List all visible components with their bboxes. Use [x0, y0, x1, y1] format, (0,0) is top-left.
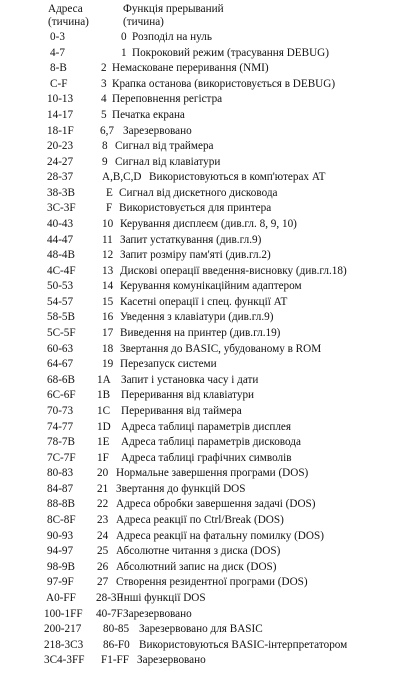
row-description: Переповнення регістра — [112, 93, 223, 106]
row-description: Використовуються в комп'ютерах AT — [149, 171, 326, 184]
table-row — [0, 31, 417, 45]
table-row — [0, 327, 417, 341]
row-description: Використовуються BASIC-інтерпретатором — [139, 638, 348, 651]
row-address: 58-5B — [47, 311, 75, 324]
row-vector: 10 — [102, 218, 114, 230]
header-function: Функція прерываний — [123, 3, 224, 15]
row-vector: 19 — [102, 358, 114, 371]
row-description: Створення резидентної програми (DOS) — [116, 576, 308, 589]
row-address: 68-6B — [47, 373, 75, 386]
row-vector: 1C — [97, 404, 111, 417]
row-vector: 0 — [121, 31, 127, 43]
row-vector: 14 — [102, 280, 114, 293]
row-vector: 1E — [97, 436, 110, 449]
table-row — [0, 405, 417, 419]
row-description: Крапка останова (використовується в DEBUG) — [112, 77, 336, 90]
table-row — [0, 358, 417, 372]
row-address: 74-77 — [47, 420, 74, 433]
row-address: 18-1F — [47, 124, 74, 137]
row-description: Переривання від клавіатури — [121, 389, 255, 402]
table-row — [0, 47, 417, 61]
row-description: Виведення на принтер (див.гл.19) — [120, 327, 281, 339]
table-row — [0, 187, 417, 201]
row-address: 200-217 — [44, 623, 82, 635]
row-vector: A,B,C,D — [102, 171, 142, 184]
row-vector: 3 — [101, 77, 107, 90]
row-address: 54-57 — [47, 295, 74, 308]
row-vector: 16 — [102, 311, 114, 324]
table-row — [0, 296, 417, 310]
row-vector: 23 — [97, 514, 109, 526]
row-description: Дискові операції введення-висновку (див.гл.18) — [120, 264, 347, 277]
row-description: Адреса таблиці параметрів дисковода — [121, 436, 301, 449]
row-vector: 8 — [102, 140, 108, 153]
row-address: 10-13 — [47, 93, 74, 106]
row-address: 44-47 — [47, 233, 74, 246]
row-description: Абсолютний запис на диск (DOS) — [116, 560, 277, 573]
row-address: 84-87 — [47, 482, 74, 495]
table-row — [0, 498, 417, 512]
row-address: 97-9F — [47, 576, 74, 589]
row-address: 98-9B — [47, 560, 75, 573]
row-vector: E — [106, 186, 113, 199]
row-description: Сигнал від траймера — [115, 140, 214, 153]
row-vector: 28-3F — [96, 591, 123, 604]
table-row — [0, 514, 417, 528]
table-row — [0, 467, 417, 481]
table-row — [0, 280, 417, 294]
row-description: Адреса реакції по Ctrl/Break (DOS) — [116, 514, 284, 526]
table-row — [0, 78, 417, 92]
row-description: Сигнал від дискетного дисковода — [119, 186, 278, 199]
row-vector: F1-FF — [101, 654, 129, 667]
row-vector: 80-85 — [103, 623, 130, 635]
row-address: 5C-5F — [47, 327, 76, 339]
table-row — [0, 576, 417, 590]
table-row — [0, 311, 417, 325]
table-row — [0, 592, 417, 606]
row-description: Зарезервовано — [123, 607, 192, 620]
table-row — [0, 62, 417, 76]
row-description: Зарезервовано — [123, 124, 192, 137]
row-vector: 6,7 — [100, 124, 114, 137]
table-row — [0, 171, 417, 185]
row-address: 94-97 — [47, 545, 74, 558]
row-vector: 4 — [101, 93, 107, 106]
row-description: Нормальне завершення програми (DOS) — [116, 467, 309, 480]
row-description: Адреса таблиці параметрів дисплея — [121, 420, 292, 433]
row-address: 8C-8F — [47, 514, 76, 526]
row-vector: F — [106, 202, 113, 215]
row-vector: 1D — [97, 420, 111, 433]
table-row — [0, 436, 417, 450]
row-address: 24-27 — [47, 155, 74, 168]
row-description: Розподіл на нуль — [132, 31, 212, 43]
row-address: 100-1FF — [44, 607, 83, 620]
row-vector: 13 — [102, 264, 114, 277]
row-address: 48-4B — [47, 249, 75, 262]
row-address: 218-3C3 — [44, 638, 84, 651]
row-description: Абсолютне читання з диска (DOS) — [116, 545, 281, 558]
row-address: 20-23 — [47, 140, 74, 153]
table-row — [0, 202, 417, 216]
row-description: Перезапуск системи — [120, 358, 217, 371]
row-description: Запит розміру пам'яті (див.гл.2) — [120, 249, 271, 262]
row-vector: 26 — [97, 560, 109, 573]
row-address: 80-83 — [47, 467, 74, 480]
row-vector: 27 — [97, 576, 109, 589]
row-address: 64-67 — [47, 358, 74, 371]
row-vector: 40-7F — [96, 607, 123, 620]
table-row — [0, 483, 417, 497]
row-description: Печатка екрана — [112, 108, 185, 121]
row-vector: 21 — [97, 482, 109, 495]
table-row — [0, 140, 417, 154]
header-address-unit: (тичина) — [48, 16, 89, 28]
row-address: 6C-6F — [47, 389, 76, 402]
row-description: Запит і установка часу і дати — [121, 373, 259, 386]
table-row — [0, 654, 417, 668]
row-address: A0-FF — [46, 591, 76, 604]
table-row — [0, 421, 417, 435]
row-address: 50-53 — [47, 280, 74, 293]
row-description: Зарезервовано для BASIC — [139, 623, 263, 635]
row-address: 8-B — [50, 62, 67, 75]
row-description: Керування комунікаційним адаптером — [120, 280, 302, 293]
row-vector: 2 — [101, 62, 107, 75]
table-row — [0, 109, 417, 123]
row-description: Уведення з клавіатури (див.гл.9) — [120, 311, 274, 324]
row-address: 3C4-3FF — [44, 654, 85, 667]
row-vector: 11 — [102, 233, 113, 246]
table-row — [0, 530, 417, 544]
row-address: 4C-4F — [47, 264, 76, 277]
row-address: 4-7 — [50, 46, 65, 59]
row-description: Касетні операції і спец. функції AT — [120, 295, 288, 308]
table-row — [0, 218, 417, 232]
row-address: 70-73 — [47, 404, 74, 417]
row-description: Звертання до функцій DOS — [116, 482, 246, 495]
row-description: Запит устаткування (див.гл.9) — [120, 233, 262, 246]
row-description: Сигнал від клавіатури — [115, 155, 221, 168]
row-vector: 5 — [101, 108, 107, 121]
table-row — [0, 623, 417, 637]
row-address: 14-17 — [47, 108, 74, 121]
row-description: Немасковане переривання (NMI) — [112, 62, 269, 75]
row-address: 88-8B — [47, 498, 75, 511]
table-row — [0, 343, 417, 357]
row-address: 40-43 — [47, 218, 74, 230]
table-row — [0, 234, 417, 248]
table-row — [0, 125, 417, 139]
table-row — [0, 249, 417, 263]
row-description: Адреса обробки завершення задачі (DOS) — [116, 498, 316, 511]
row-address: 90-93 — [47, 529, 74, 542]
row-vector: 12 — [102, 249, 114, 262]
table-row — [0, 93, 417, 107]
row-address: 78-7B — [47, 436, 75, 449]
row-vector: 22 — [97, 498, 109, 511]
table-row — [0, 156, 417, 170]
row-vector: 25 — [97, 545, 109, 558]
table-row — [0, 561, 417, 575]
row-vector: 18 — [102, 342, 114, 355]
table-row — [0, 452, 417, 466]
row-description: Адреса реакції на фатальну помилку (DOS) — [116, 529, 324, 542]
row-address: 28-37 — [47, 171, 74, 184]
table-row — [0, 374, 417, 388]
row-vector: 1F — [97, 451, 109, 464]
table-row — [0, 608, 417, 622]
row-description: Переривання від таймера — [121, 404, 242, 417]
row-vector: 1B — [97, 389, 111, 402]
table-row — [0, 265, 417, 279]
row-address: 38-3B — [47, 186, 75, 199]
header-function-unit: (тичина) — [123, 16, 164, 28]
row-description: Керування дисплеєм (див.гл. 8, 9, 10) — [120, 218, 297, 230]
table-row — [0, 639, 417, 653]
row-description: Адреса таблиці графічних символів — [121, 451, 292, 464]
row-description: Покроковий режим (трасування DEBUG) — [132, 46, 329, 59]
row-address: C-F — [50, 77, 68, 90]
row-description: Звертання до BASIC, убудованому в ROM — [120, 342, 322, 355]
row-address: 60-63 — [47, 342, 74, 355]
row-vector: 24 — [97, 529, 109, 542]
row-description: Зарезервовано — [137, 654, 206, 667]
row-description: Використовується для принтера — [119, 202, 272, 215]
header-address: Адреса — [48, 3, 83, 15]
row-address: 7C-7F — [47, 451, 76, 464]
table-row — [0, 389, 417, 403]
row-vector: 86-F0 — [103, 638, 130, 651]
table-row — [0, 545, 417, 559]
row-description: Інші функції DOS — [120, 591, 206, 604]
row-vector: 15 — [102, 295, 114, 308]
row-vector: 1 — [121, 46, 127, 59]
row-address: 0-3 — [50, 31, 65, 43]
row-vector: 9 — [102, 155, 108, 168]
row-address: 3C-3F — [47, 202, 76, 215]
row-vector: 20 — [97, 467, 109, 480]
row-vector: 17 — [102, 327, 114, 339]
row-vector: 1A — [97, 373, 111, 386]
